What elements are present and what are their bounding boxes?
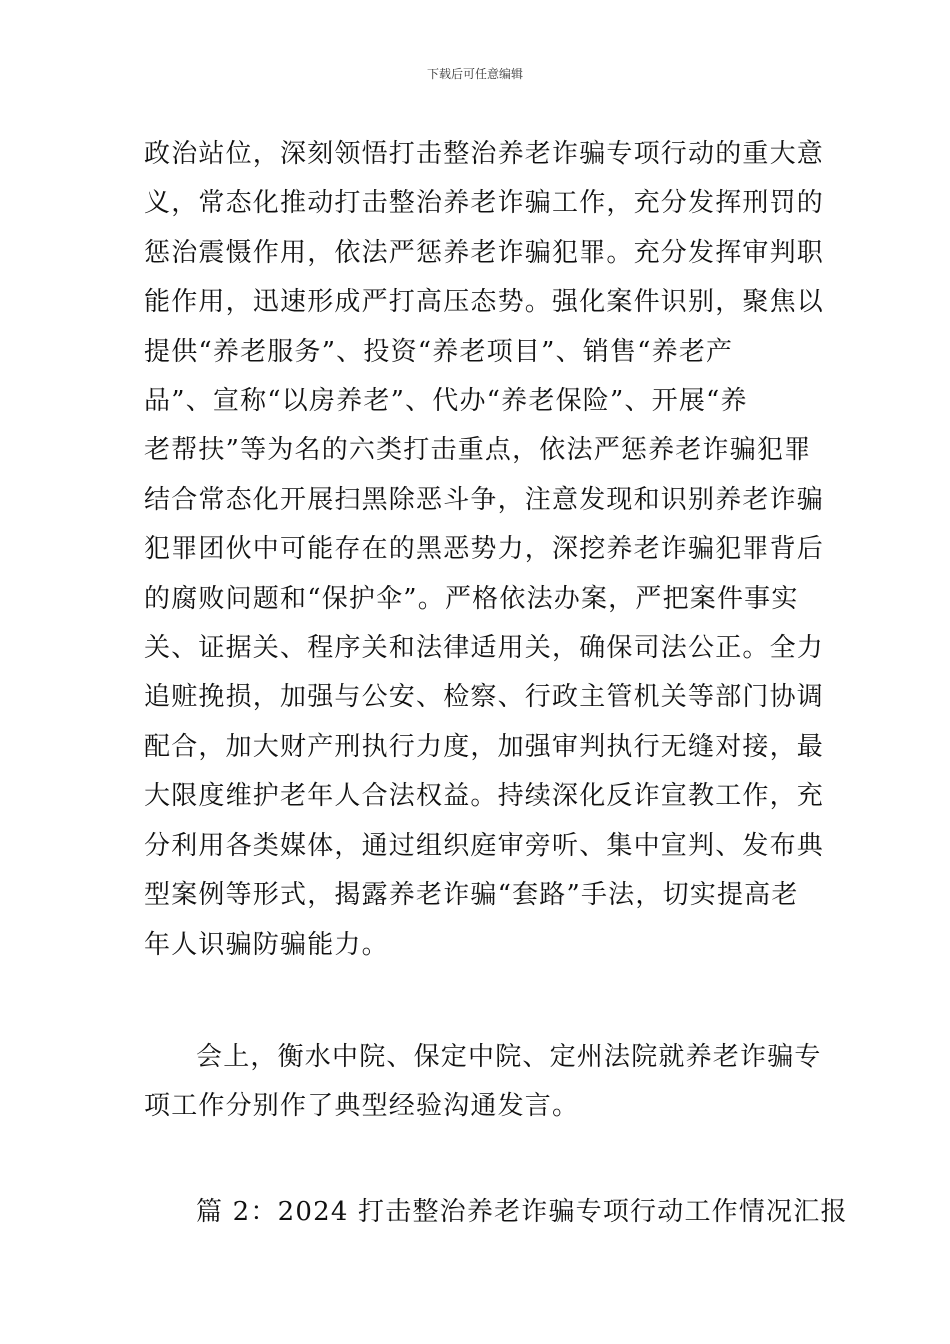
text-line: 大限度维护老年人合法权益。持续深化反诈宣教工作，充 (144, 781, 825, 812)
section-heading-text: 篇 2：2024 打击整治养老诈骗专项行动工作情况汇报 (196, 1196, 848, 1227)
paragraph-1 (144, 130, 825, 970)
page-header: 下载后可任意编辑 (426, 67, 523, 81)
paragraph-spacer (144, 970, 812, 1033)
text-line: 品”、宣称“以房养老”、代办“养老保险”、开展“养 (144, 386, 748, 417)
text-line: 项工作分别作了典型经验沟通发言。 (144, 1091, 580, 1122)
paragraph-spacer (144, 1132, 812, 1188)
text-line: 配合，加大财产刑执行力度，加强审判执行无缝对接，最 (144, 731, 825, 762)
text-line: 追赃挽损，加强与公安、检察、行政主管机关等部门协调 (144, 682, 825, 713)
text-line: 犯罪团伙中可能存在的黑恶势力，深挖养老诈骗犯罪背后 (144, 534, 825, 565)
text-line: 能作用，迅速形成严打高压态势。强化案件识别，聚焦以 (144, 287, 825, 318)
text-line: 关、证据关、程序关和法律适用关，确保司法公正。全力 (144, 633, 825, 664)
text-line: 义，常态化推动打击整治养老诈骗工作，充分发挥刑罚的 (144, 188, 825, 219)
text-line: 老帮扶”等为名的六类打击重点，依法严惩养老诈骗犯罪 (144, 435, 812, 466)
paragraph-2 (144, 1033, 822, 1132)
text-line: 政治站位，深刻领悟打击整治养老诈骗专项行动的重大意 (144, 139, 825, 169)
text-line: 分利用各类媒体，通过组织庭审旁听、集中宣判、发布典 (144, 830, 825, 861)
text-line: 型案例等形式，揭露养老诈骗“套路”手法，切实提高老 (144, 880, 799, 911)
text-line: 会上，衡水中院、保定中院、定州法院就养老诈骗专 (196, 1041, 822, 1072)
text-line: 结合常态化开展扫黑除恶斗争，注意发现和识别养老诈骗 (144, 484, 825, 515)
text-line: 的腐败问题和“保护伞”。严格依法办案，严把案件事实 (144, 583, 799, 614)
text-line: 提供“养老服务”、投资“养老项目”、销售“养老产 (144, 336, 734, 367)
section-heading (144, 1188, 848, 1237)
text-line: 惩治震慑作用，依法严惩养老诈骗犯罪。充分发挥审判职 (144, 237, 825, 268)
document-body (144, 130, 848, 1237)
text-line: 年人识骗防骗能力。 (144, 929, 389, 960)
